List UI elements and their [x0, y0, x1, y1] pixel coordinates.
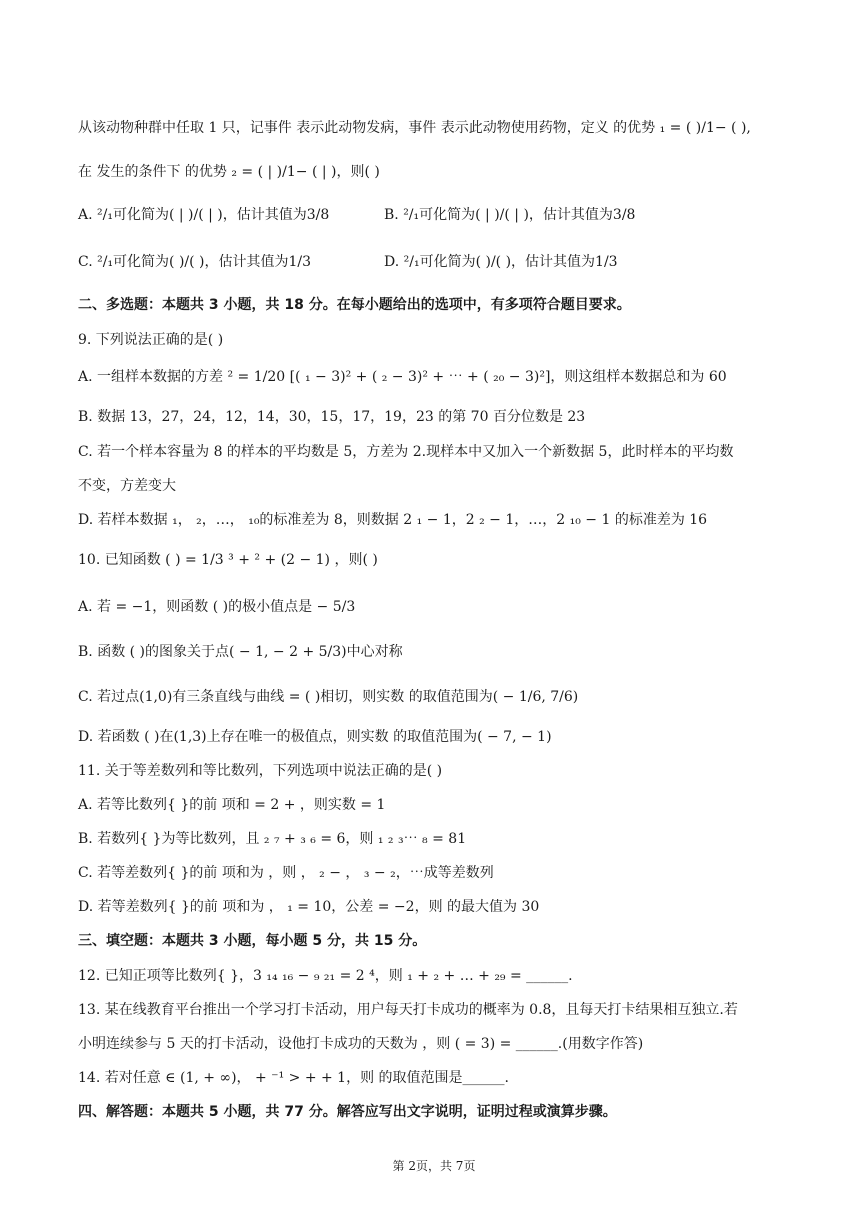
question-8-option-c: C. ²/₁可化简为( )/( )，估计其值为1/3 [78, 254, 312, 270]
question-10-stem: 10. 已知函数 ( ) = 1/3 ³ + ² + (2 − 1) ，则( ) [78, 552, 378, 568]
section-heading-multiple-choice: 二、多选题：本题共 3 小题，共 18 分。在每小题给出的选项中，有多项符合题目要求。 [78, 297, 631, 313]
question-11-stem: 11. 关于等差数列和等比数列，下列选项中说法正确的是( ) [78, 763, 443, 779]
section-heading-free-response: 四、解答题：本题共 5 小题，共 77 分。解答应写出文字说明，证明过程或演算步骤。 [78, 1104, 617, 1120]
question-8-stem-line-2: 在 发生的条件下 的优势 ₂ = ( | )/1− ( | )，则( ) [78, 164, 380, 180]
question-10-option-a: A. 若 = −1，则函数 ( )的极小值点是 − 5/3 [78, 599, 356, 615]
question-13-line-1: 13. 某在线教育平台推出一个学习打卡活动，用户每天打卡成功的概率为 0.8，且每天打卡结果相互独立.若 [78, 1002, 738, 1018]
question-10-option-d: D. 若函数 ( )在(1,3)上存在唯一的极值点，则实数 的取值范围为( − 7, − 1) [78, 729, 552, 745]
question-13-line-2: 小明连续参与 5 天的打卡活动，设他打卡成功的天数为 ，则 ( = 3) = ______.(用数字作答) [78, 1036, 644, 1052]
question-8-option-d: D. ²/₁可化简为( )/( )，估计其值为1/3 [384, 254, 618, 270]
question-11-option-c: C. 若等差数列{ }的前 项和为 ，则 ， ₂ − ， ₃ − ₂，⋯成等差数列 [78, 865, 494, 881]
question-14: 14. 若对任意 ∈ (1, + ∞)， + ⁻¹ > + + 1，则 的取值范围是______. [78, 1070, 509, 1086]
question-9-option-b: B. 数据 13，27，24，12，14，30，15，17，19，23 的第 70 百分位数是 23 [78, 409, 586, 425]
question-9-option-c-line-2: 不变，方差变大 [78, 478, 176, 494]
question-11-option-d: D. 若等差数列{ }的前 项和为 ， ₁ = 10，公差 = −2，则 的最大值为 30 [78, 899, 540, 915]
question-11-option-a: A. 若等比数列{ }的前 项和 = 2 + ，则实数 = 1 [78, 797, 386, 813]
question-9-option-a: A. 一组样本数据的方差 ² = 1/20 [( ₁ − 3)² + ( ₂ − 3)² + ⋯ + ( ₂₀ − 3)²]，则这组样本数据总和为 60 [78, 369, 727, 385]
question-9-option-c-line-1: C. 若一个样本容量为 8 的样本的平均数是 5，方差为 2.现样本中又加入一个新数据 5，此时样本的平均数 [78, 444, 734, 460]
question-8-option-b: B. ²/₁可化简为( | )/( | )，估计其值为3/8 [384, 207, 636, 223]
section-heading-fill-in: 三、填空题：本题共 3 小题，每小题 5 分，共 15 分。 [78, 933, 427, 949]
question-9-stem: 9. 下列说法正确的是( ) [78, 332, 224, 348]
page-footer: 第 2页，共 7页 [392, 1159, 476, 1173]
question-8-stem-line-1: 从该动物种群中任取 1 只，记事件 表示此动物发病，事件 表示此动物使用药物，定义 的优势 ₁ = ( )/1− ( ), [78, 120, 751, 136]
question-10-option-b: B. 函数 ( )的图象关于点( − 1, − 2 + 5/3)中心对称 [78, 644, 403, 660]
question-12: 12. 已知正项等比数列{ }，3 ₁₄ ₁₆ − ₉ ₂₁ = 2 ⁴，则 ₁ + ₂ + … + ₂₉ = ______. [78, 968, 573, 984]
question-11-option-b: B. 若数列{ }为等比数列，且 ₂ ₇ + ₃ ₆ = 6，则 ₁ ₂ ₃⋯ ₈ = 81 [78, 831, 467, 847]
question-9-option-d: D. 若样本数据 ₁， ₂，…， ₁₀的标准差为 8，则数据 2 ₁ − 1，2 ₂ − 1，…，2 ₁₀ − 1 的标准差为 16 [78, 512, 708, 528]
question-8-option-a: A. ²/₁可化简为( | )/( | )，估计其值为3/8 [78, 207, 330, 223]
question-10-option-c: C. 若过点(1,0)有三条直线与曲线 = ( )相切，则实数 的取值范围为( − 1/6, 7/6) [78, 689, 579, 705]
